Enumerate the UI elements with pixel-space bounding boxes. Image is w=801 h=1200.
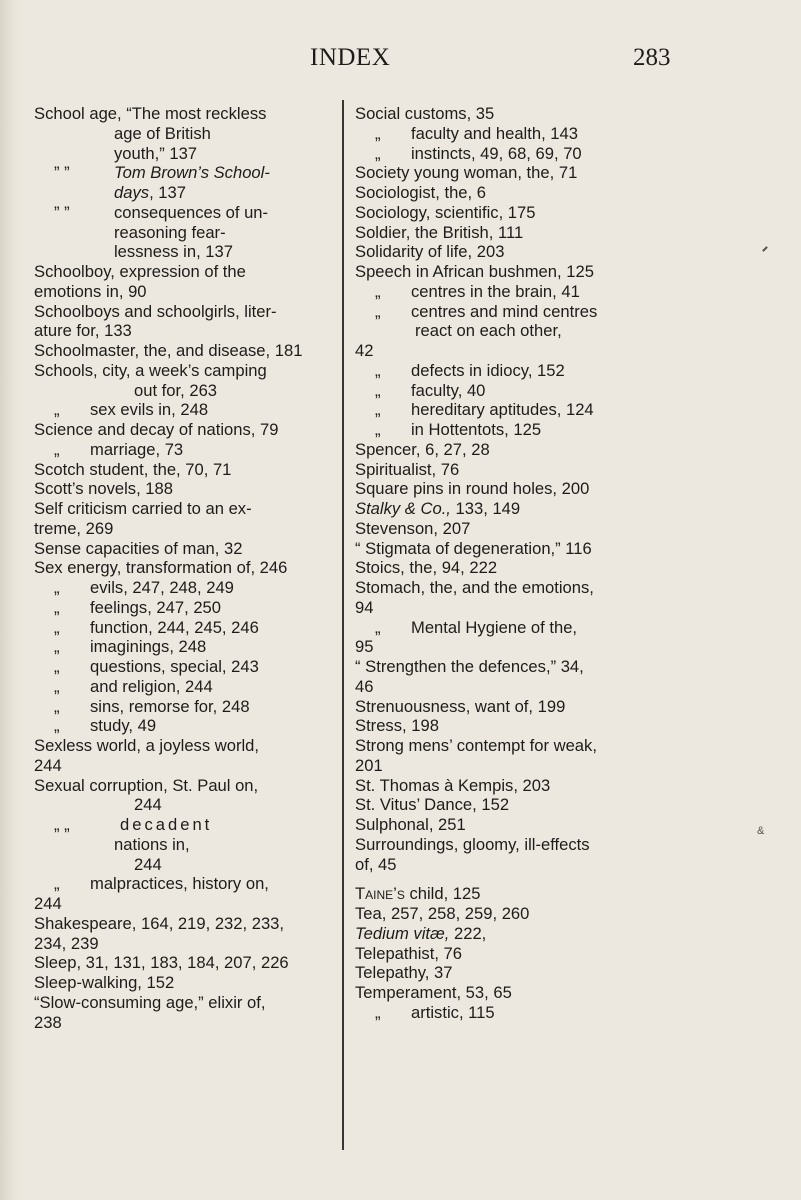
index-entry-text: 244	[34, 894, 62, 913]
index-entry-line	[34, 341, 334, 361]
index-entry-text: Solidarity of life, 203	[355, 242, 505, 262]
index-entry-line	[34, 163, 334, 183]
index-entry-line	[34, 262, 334, 282]
index-entry-line	[355, 944, 695, 964]
index-entry-line	[34, 637, 334, 657]
index-entry-text: emotions in, 90	[34, 281, 147, 301]
index-entry-text: St. Thomas à Kempis, 203	[355, 775, 551, 795]
index-entry-text: instincts, 49, 68, 69, 70	[411, 143, 582, 163]
index-entry-line	[355, 884, 695, 904]
index-entry-line	[34, 894, 334, 914]
index-entry-line	[34, 716, 334, 736]
index-entry-text: 201	[355, 755, 383, 775]
index-entry-text: Tom Brown’s School-	[114, 163, 270, 183]
margin-ampersand-mark: &	[757, 825, 765, 837]
index-entry-line	[34, 242, 334, 262]
ditto-mark: „	[54, 617, 60, 637]
page-header	[0, 44, 801, 84]
index-entry-text: Sense capacities of man, 32	[34, 538, 243, 558]
index-entry-line	[355, 677, 695, 697]
index-entry-line	[355, 815, 695, 835]
index-entry-text: study, 49	[90, 716, 157, 736]
index-entry-line	[34, 183, 334, 203]
index-entry-text: Science and decay of nations, 79	[34, 420, 279, 439]
index-entry-text: Sleep-walking, 152	[34, 973, 175, 992]
index-entry-line	[34, 874, 334, 894]
index-entry-text: 244	[34, 755, 62, 775]
column-divider	[342, 100, 344, 1150]
ditto-mark: „	[375, 420, 381, 439]
index-entry-line	[355, 420, 695, 440]
index-entry-text: youth,” 137	[114, 143, 198, 163]
ditto-mark: „	[54, 578, 60, 597]
index-entry-line	[34, 203, 334, 223]
ditto-mark: „	[375, 301, 381, 321]
index-right-column	[355, 104, 695, 1023]
index-entry-line	[34, 1013, 334, 1033]
index-entry-text: treme, 269	[34, 518, 114, 538]
index-entry-text: “ Strengthen the defences,” 34,	[355, 657, 584, 676]
index-entry-text: artistic, 115	[411, 1002, 495, 1022]
index-entry-text: days, 137	[114, 183, 186, 202]
index-entry-line	[34, 697, 334, 717]
index-entry-line	[34, 282, 334, 302]
index-entry-text: in Hottentots, 125	[411, 420, 542, 439]
index-entry-line	[34, 104, 334, 124]
index-entry-text: imaginings, 248	[90, 637, 207, 657]
index-entry-line	[34, 993, 334, 1013]
index-entry-text: hereditary aptitudes, 124	[411, 400, 594, 420]
ditto-mark: „	[375, 380, 381, 400]
index-entry-line	[34, 400, 334, 420]
index-entry-text: Shakespeare, 164, 219, 232, 233,	[34, 913, 285, 933]
ditto-mark: „	[54, 637, 60, 657]
index-entry-line	[355, 242, 695, 262]
index-entry-line	[34, 519, 334, 539]
index-entry-line	[34, 795, 334, 815]
index-entry-line	[34, 558, 334, 578]
index-entry-text: malpractices, history on,	[90, 874, 269, 894]
index-entry-line	[355, 756, 695, 776]
index-entry-line	[355, 104, 695, 124]
index-entry-text: and religion, 244	[90, 676, 213, 696]
index-entry-text: St. Vitus’ Dance, 152	[355, 795, 510, 815]
ditto-mark: „	[54, 696, 60, 716]
index-entry-line	[355, 361, 695, 381]
index-entry-line	[355, 519, 695, 539]
index-entry-line	[34, 835, 334, 855]
index-entry-line	[355, 578, 695, 598]
index-entry-text: 244	[134, 854, 162, 874]
index-entry-text: centres in the brain, 41	[411, 281, 580, 301]
index-entry-text: “ Stigmata of degeneration,” 116	[355, 538, 592, 558]
ditto-mark: „	[54, 597, 60, 617]
index-entry-line	[355, 983, 695, 1003]
index-entry-text: Strenuousness, want of, 199	[355, 696, 566, 716]
ditto-mark: „	[375, 1002, 381, 1022]
index-entry-text: Sleep, 31, 131, 183, 184, 207, 226	[34, 953, 289, 973]
index-entry-line	[355, 558, 695, 578]
index-entry-text: faculty and health, 143	[411, 123, 578, 143]
ditto-mark: „ „	[54, 815, 70, 834]
index-entry-text: 234, 239	[34, 933, 99, 953]
index-entry-text: function, 244, 245, 246	[90, 617, 259, 637]
index-entry-text: Stomach, the, and the emotions,	[355, 578, 594, 597]
index-entry-line	[355, 598, 695, 618]
index-entry-line	[34, 855, 334, 875]
index-entry-line	[34, 815, 334, 835]
index-entry-text: Strong mens’ contempt for weak,	[355, 736, 597, 755]
index-entry-text: Social customs, 35	[355, 104, 495, 123]
index-entry-text: Sociologist, the, 6	[355, 183, 486, 202]
ditto-mark: „	[375, 281, 381, 301]
index-entry-text: out for, 263	[134, 380, 218, 400]
index-entry-line	[34, 934, 334, 954]
index-entry-text: lessness in, 137	[114, 242, 233, 262]
index-entry-text: 95	[355, 637, 374, 657]
index-entry-line	[355, 183, 695, 203]
index-entry-text: Stevenson, 207	[355, 518, 471, 538]
index-entry-line	[355, 855, 695, 875]
index-entry-text: Sex energy, transformation of, 246	[34, 558, 288, 578]
index-entry-line	[34, 756, 334, 776]
index-entry-text: centres and mind centres	[411, 301, 598, 321]
index-entry-text: questions, special, 243	[90, 657, 259, 676]
index-title: INDEX	[310, 44, 391, 71]
index-entry-line	[355, 618, 695, 638]
index-entry-text: marriage, 73	[90, 439, 184, 459]
letter-section-gap	[355, 874, 695, 884]
ditto-mark: „	[54, 400, 60, 420]
index-entry-line	[34, 539, 334, 559]
index-entry-text: Soldier, the British, 111	[355, 222, 524, 242]
index-entry-text: Schoolboys and schoolgirls, liter-	[34, 301, 277, 321]
index-entry-line	[34, 499, 334, 519]
index-entry-text: Schoolmaster, the, and disease, 181	[34, 341, 303, 360]
index-entry-line	[355, 302, 695, 322]
index-entry-line	[355, 321, 695, 341]
index-entry-text: Spiritualist, 76	[355, 459, 460, 479]
index-entry-text: nations in,	[114, 834, 190, 854]
index-entry-line	[34, 302, 334, 322]
index-entry-line	[34, 361, 334, 381]
index-entry-text: Spencer, 6, 27, 28	[355, 439, 490, 459]
index-entry-text: Sulphonal, 251	[355, 815, 466, 834]
index-entry-line	[355, 144, 695, 164]
index-entry-text: defects in idiocy, 152	[411, 360, 565, 380]
index-entry-text: Telepathist, 76	[355, 943, 463, 963]
index-entry-line	[355, 539, 695, 559]
index-entry-line	[34, 598, 334, 618]
index-entry-text: Telepathy, 37	[355, 963, 453, 983]
index-entry-text: Mental Hygiene of the,	[411, 617, 578, 637]
index-entry-text: Square pins in round holes, 200	[355, 479, 590, 499]
ditto-mark: „	[54, 676, 60, 696]
index-entry-line	[34, 381, 334, 401]
ditto-mark: „	[54, 874, 60, 894]
index-entry-line	[34, 736, 334, 756]
index-entry-text: consequences of un-	[114, 202, 269, 222]
index-entry-text: Sexless world, a joyless world,	[34, 736, 260, 755]
ditto-mark: „	[375, 123, 381, 143]
index-entry-line	[34, 321, 334, 341]
index-entry-text: 238	[34, 1012, 62, 1032]
index-entry-text: Stress, 198	[355, 716, 439, 736]
page-gutter-shadow	[0, 0, 26, 1200]
index-entry-line	[355, 460, 695, 480]
index-entry-line	[34, 578, 334, 598]
index-entry-line	[34, 657, 334, 677]
index-entry-text: “Slow-consuming age,” elixir of,	[34, 992, 266, 1012]
index-entry-text: react on each other,	[415, 321, 562, 341]
index-entry-text: Stoics, the, 94, 222	[355, 558, 498, 578]
index-entry-line	[34, 973, 334, 993]
index-entry-line	[34, 144, 334, 164]
index-entry-text: age of British	[114, 123, 211, 143]
index-entry-line	[355, 499, 695, 519]
ditto-mark: „	[375, 400, 381, 420]
index-entry-text: Surroundings, gloomy, ill-effects	[355, 834, 590, 854]
index-entry-line	[355, 381, 695, 401]
index-entry-line	[355, 124, 695, 144]
index-entry-text: Schoolboy, expression of the	[34, 262, 246, 281]
ditto-mark: „	[54, 716, 60, 736]
index-entry-text: Tea, 257, 258, 259, 260	[355, 904, 530, 923]
ditto-mark: ” ”	[54, 202, 70, 222]
index-entry-line	[355, 282, 695, 302]
index-entry-line	[355, 657, 695, 677]
index-entry-text: Scotch student, the, 70, 71	[34, 459, 232, 479]
index-entry-line	[34, 124, 334, 144]
index-entry-text: Society young woman, the, 71	[355, 163, 578, 183]
index-entry-line	[34, 677, 334, 697]
index-entry-line	[355, 262, 695, 282]
index-entry-line	[355, 479, 695, 499]
index-entry-line	[34, 776, 334, 796]
index-left-column	[34, 104, 334, 1032]
index-entry-line	[355, 697, 695, 717]
index-entry-line	[355, 776, 695, 796]
index-entry-line	[355, 716, 695, 736]
index-entry-line	[34, 460, 334, 480]
index-entry-line	[355, 341, 695, 361]
index-entry-line	[355, 163, 695, 183]
index-entry-text: Self criticism carried to an ex-	[34, 499, 252, 518]
index-entry-line	[355, 1003, 695, 1023]
index-entry-line	[355, 924, 695, 944]
index-entry-text: faculty, 40	[411, 380, 486, 400]
index-entry-text: evils, 247, 248, 249	[90, 578, 234, 597]
index-entry-line	[355, 736, 695, 756]
index-entry-line	[34, 953, 334, 973]
ditto-mark: „	[375, 143, 381, 163]
index-entry-line	[34, 914, 334, 934]
index-entry-line	[34, 479, 334, 499]
margin-tick-mark	[762, 246, 768, 252]
index-entry-text: sins, remorse for, 248	[90, 696, 250, 716]
index-entry-text: Scott’s novels, 188	[34, 479, 173, 499]
index-entry-text: of, 45	[355, 854, 397, 874]
index-entry-text: ature for, 133	[34, 321, 132, 341]
page-number: 283	[633, 44, 671, 71]
index-entry-text: 42	[355, 341, 374, 360]
ditto-mark: „	[54, 439, 60, 459]
index-entry-text: 94	[355, 597, 374, 617]
ditto-mark: ” ”	[54, 163, 70, 183]
index-entry-text: reasoning fear-	[114, 222, 226, 242]
index-entry-line	[355, 963, 695, 983]
index-entry-line	[355, 795, 695, 815]
index-entry-text: feelings, 247, 250	[90, 597, 222, 617]
index-entry-line	[34, 420, 334, 440]
index-entry-line	[355, 223, 695, 243]
ditto-mark: „	[375, 617, 381, 637]
index-entry-text: Stalky & Co., 133, 149	[355, 499, 521, 518]
index-entry-text: 244	[134, 795, 162, 815]
index-entry-text: Speech in African bushmen, 125	[355, 262, 594, 281]
index-entry-text: Taine’s child, 125	[355, 884, 481, 904]
index-entry-text: sex evils in, 248	[90, 400, 209, 420]
index-entry-line	[355, 835, 695, 855]
index-entry-line	[34, 223, 334, 243]
index-entry-text: Sociology, scientific, 175	[355, 202, 536, 222]
index-entry-text: Tedium vitæ, 222,	[355, 923, 487, 943]
index-entry-text: Sexual corruption, St. Paul on,	[34, 775, 259, 795]
index-entry-line	[34, 618, 334, 638]
index-entry-text: decadent	[120, 815, 213, 834]
index-entry-line	[355, 637, 695, 657]
index-entry-text: Schools, city, a week’s camping	[34, 360, 267, 380]
index-entry-line	[355, 440, 695, 460]
index-entry-line	[355, 203, 695, 223]
ditto-mark: „	[54, 657, 60, 676]
index-entry-text: School age, “The most reckless	[34, 104, 267, 123]
index-entry-line	[355, 904, 695, 924]
index-entry-text: Temperament, 53, 65	[355, 983, 512, 1002]
index-entry-text: 46	[355, 676, 374, 696]
index-entry-line	[355, 400, 695, 420]
ditto-mark: „	[375, 360, 381, 380]
index-entry-line	[34, 440, 334, 460]
